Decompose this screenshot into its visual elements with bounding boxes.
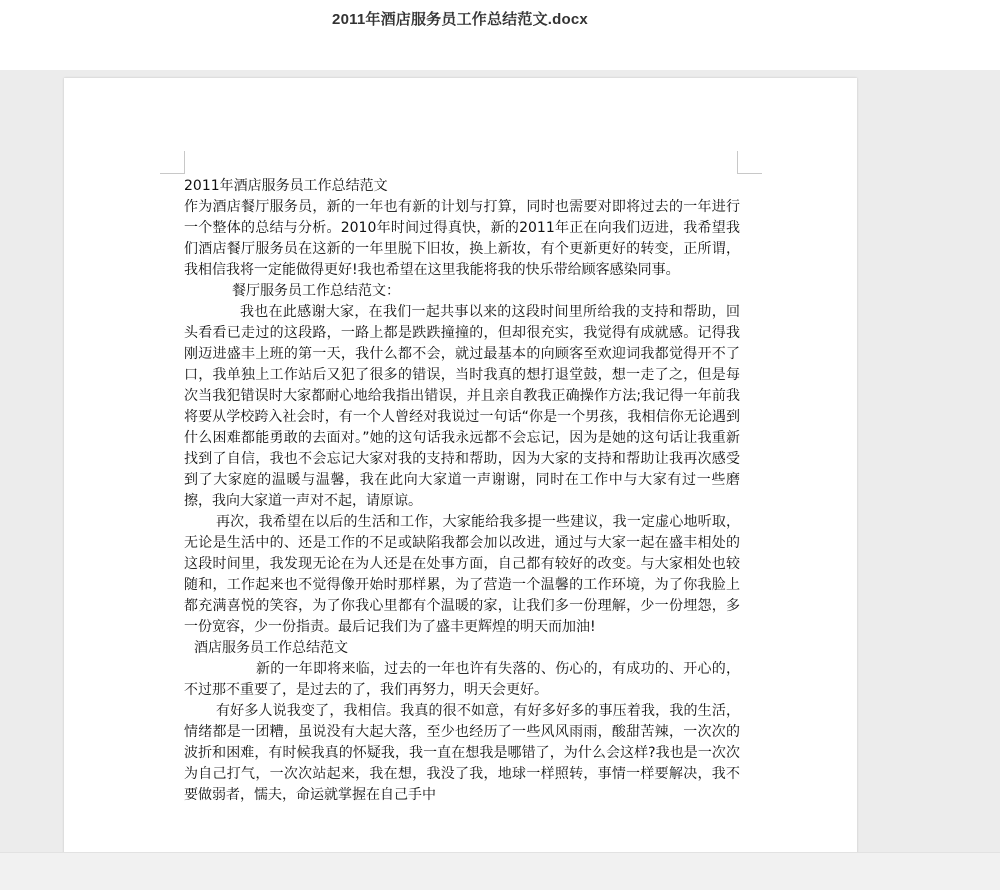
document-title: 2011年酒店服务员工作总结范文.docx — [332, 11, 588, 28]
margin-corner-top-right — [737, 151, 762, 174]
document-paragraph: 我也在此感谢大家，在我们一起共事以来的这段时间里所给我的支持和帮助，回头看看已走过的这段路，一路上都是跌跌撞撞的，但却很充实，我觉得有成就感。记得我刚迈进盛丰上班的第一天，我什么都不会，就过最基本的向顾客至欢迎词我都觉得开不了口，我单独上工作站后又犯了很多的错误，当时我真的想打退堂鼓，想一走了之，但是每次当我犯错误时大家都耐心地给我指出错误，并且亲自教我正确操作方法;我记得一年前我将要从学校跨入社会时，有一个人曾经对我说过一句话“你是一个男孩，我相信你无论遇到什么困难都能勇敢的去面对。”她的这句话我永远都不会忘记，因为是她的这句话让我重新找到了自信，我也不会忘记大家对我的支持和帮助，因为大家的支持和帮助让我再次感受到了大家庭的温暖与温馨，我在此向大家道一声谢谢，同时在工作中与大家有过一些磨擦，我向大家道一声对不起，请原谅。 — [184, 304, 740, 509]
document-body[interactable] — [184, 176, 740, 806]
document-paragraph: 新的一年即将来临，过去的一年也许有失落的、伤心的，有成功的、开心的，不过那不重要了，是过去的了，我们再努力，明天会更好。 — [184, 661, 740, 698]
document-paragraph: 有好多人说我变了，我相信。我真的很不如意，有好多好多的事压着我，我的生活，情绪都是一团糟，虽说没有大起大落，至少也经历了一些风风雨雨，酸甜苦辣，一次次的波折和困难，有时候我真的怀疑我，我一直在想我是哪错了，为什么会这样?我也是一次次为自己打气，一次次站起来，我在想，我没了我，地球一样照转，事情一样要解决，我不要做弱者，懦夫，命运就掌握在自己手中 — [184, 703, 740, 803]
document-viewer[interactable] — [0, 70, 1000, 852]
document-paragraph: 再次，我希望在以后的生活和工作，大家能给我多提一些建议，我一定虚心地听取，无论是生活中的、还是工作的不足或缺陷我都会加以改进，通过与大家一起在盛丰相处的这段时间里，我发现无论在为人还是在处事方面，自己都有较好的改变。与大家相处也较随和，工作起来也不觉得像开始时那样累，为了营造一个温馨的工作环境，为了你我脸上都充满喜悦的笑容，为了你我心里都有个温暖的家，让我们多一份理解，少一份埋怨，多一份宽容，少一份指责。最后记我们为了盛丰更辉煌的明天而加油! — [184, 514, 740, 635]
title-bar — [0, 0, 1000, 70]
bottom-bar — [0, 852, 1000, 890]
document-paragraph: 餐厅服务员工作总结范文： — [232, 283, 400, 299]
document-page — [64, 78, 857, 852]
document-paragraph: 2011年酒店服务员工作总结范文 — [184, 178, 388, 194]
margin-corner-top-left — [160, 151, 185, 174]
document-paragraph: 酒店服务员工作总结范文 — [194, 640, 348, 656]
document-paragraph: 作为酒店餐厅服务员，新的一年也有新的计划与打算，同时也需要对即将过去的一年进行一个整体的总结与分析。2010年时间过得真快，新的2011年正在向我们迈进，我希望我们酒店餐厅服务员在这新的一年里脱下旧妆，换上新妆，有个更新更好的转变，正所谓，我相信我将一定能做得更好!我也希望在这里我能将我的快乐带给顾客感染同事。 — [184, 199, 740, 278]
